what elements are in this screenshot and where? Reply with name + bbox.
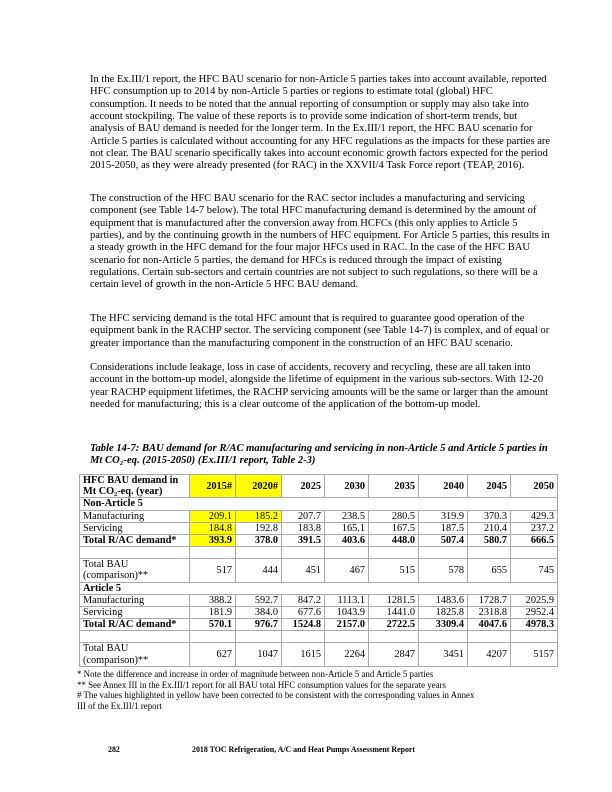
cell: 677.6 xyxy=(282,607,325,619)
row-label: Total R/AC demand* xyxy=(80,619,190,631)
cell: 467 xyxy=(325,559,369,582)
cell: 378.0 xyxy=(236,535,282,547)
cell: 237.2 xyxy=(511,522,558,534)
cell: 627 xyxy=(190,643,236,666)
cell: 451 xyxy=(282,559,325,582)
note-hash: # The values highlighted in yellow have been corrected to be consistent with the corresponding values in Annex xyxy=(77,690,475,701)
cell: 2847 xyxy=(369,643,419,666)
cell: 448.0 xyxy=(369,535,419,547)
row-label: Servicing xyxy=(80,522,190,534)
table-header-row xyxy=(80,475,558,498)
cell: 183.8 xyxy=(282,522,325,534)
header-year: 2050 xyxy=(511,475,558,498)
table-row-a5-servicing xyxy=(80,607,558,619)
header-year: 2020# xyxy=(236,475,282,498)
cell: 3451 xyxy=(419,643,468,666)
row-label: Total BAU (comparison)** xyxy=(80,559,190,582)
row-label: Total BAU (comparison)** xyxy=(80,643,190,666)
cell: 192.8 xyxy=(236,522,282,534)
table-row-non-a5-total xyxy=(80,535,558,547)
cell: 187.5 xyxy=(419,522,468,534)
cell: 209.1 xyxy=(190,510,236,522)
cell: 2157.0 xyxy=(325,619,369,631)
cell: 517 xyxy=(190,559,236,582)
cell: 280.5 xyxy=(369,510,419,522)
cell: 184.8 xyxy=(190,522,236,534)
paragraph-considerations: Considerations include leakage, loss in case of accidents, recovery and recycling, these are all taken into account in the bottom-up model, alongside the lifetime of equipment in the various sub-sectors. With 12-20 year RACHP equipment lifetimes, the RACHP servicing amounts will be the same or larger than the amount needed for manufacturing; this is a clear outcome of the application of the bottom-up model. xyxy=(90,362,549,411)
table-row-non-a5-manufacturing xyxy=(80,510,558,522)
cell: 1043.9 xyxy=(325,607,369,619)
page-number: 282 xyxy=(108,745,120,754)
cell: 578 xyxy=(419,559,468,582)
header-label: HFC BAU demand in Mt CO₂-eq. (year) xyxy=(80,475,190,498)
cell: 2264 xyxy=(325,643,369,666)
section-row-non-article5 xyxy=(80,498,558,510)
cell: 210.4 xyxy=(468,522,511,534)
header-year: 2040 xyxy=(419,475,468,498)
note-hash-continued: III of the Ex.III/1 report xyxy=(77,700,163,711)
paragraph-servicing-demand: The HFC servicing demand is the total HFC amount that is required to guarantee good operation of the equipment bank in the RACHP sector. The servicing component (see Table 14-7) is complex, and of equal or greater importance than the manufacturing component in the construction of an HFC BAU scenario. xyxy=(90,313,550,349)
cell: 2025.9 xyxy=(511,594,558,606)
cell: 3309.4 xyxy=(419,619,468,631)
bau-demand-table xyxy=(79,474,558,667)
cell: 165.1 xyxy=(325,522,369,534)
cell: 4978.3 xyxy=(511,619,558,631)
cell: 444 xyxy=(236,559,282,582)
cell: 515 xyxy=(369,559,419,582)
cell: 384.0 xyxy=(236,607,282,619)
cell: 319.9 xyxy=(419,510,468,522)
header-year: 2030 xyxy=(325,475,369,498)
cell: 1483.6 xyxy=(419,594,468,606)
cell: 370.3 xyxy=(468,510,511,522)
cell: 167.5 xyxy=(369,522,419,534)
header-year: 2045 xyxy=(468,475,511,498)
cell: 655 xyxy=(468,559,511,582)
cell: 4047.6 xyxy=(468,619,511,631)
header-year: 2015# xyxy=(190,475,236,498)
row-label: Manufacturing xyxy=(80,510,190,522)
cell: 2318.8 xyxy=(468,607,511,619)
row-label: Manufacturing xyxy=(80,594,190,606)
cell: 238.5 xyxy=(325,510,369,522)
table-row-non-a5-servicing xyxy=(80,522,558,534)
cell: 429.3 xyxy=(511,510,558,522)
note-asterisk: * Note the difference and increase in order of magnitude between non-Article 5 and Article 5 parties xyxy=(77,669,434,679)
table-row-non-a5-comparison xyxy=(80,559,558,582)
cell: 580.7 xyxy=(468,535,511,547)
cell: 1825.8 xyxy=(419,607,468,619)
cell: 185.2 xyxy=(236,510,282,522)
cell: 570.1 xyxy=(190,619,236,631)
table-spacer-row xyxy=(80,547,558,559)
table-row-a5-manufacturing xyxy=(80,594,558,606)
cell: 507.4 xyxy=(419,535,468,547)
table-row-a5-total xyxy=(80,619,558,631)
report-title: 2018 TOC Refrigeration, A/C and Heat Pumps Assessment Report xyxy=(192,745,416,754)
table-spacer-row xyxy=(80,631,558,643)
section-label: Article 5 xyxy=(80,582,558,594)
cell: 1281.5 xyxy=(369,594,419,606)
cell: 1728.7 xyxy=(468,594,511,606)
cell: 1615 xyxy=(282,643,325,666)
cell: 5157 xyxy=(511,643,558,666)
cell: 2722.5 xyxy=(369,619,419,631)
table-notes xyxy=(77,669,552,711)
cell: 391.5 xyxy=(282,535,325,547)
cell: 1524.8 xyxy=(282,619,325,631)
cell: 745 xyxy=(511,559,558,582)
header-year: 2035 xyxy=(369,475,419,498)
paragraph-construction: The construction of the HFC BAU scenario for the RAC sector includes a manufacturing and servicing component (see Table 14-7 below). The total HFC manufacturing demand is determined by the amount of equipment that is manufactured after the conversion away from HCFCs (this only applies to Article 5 parties), and by the continuing growth in the numbers of HFC equipment. For Article 5 parties, this results in a steady growth in the HFC demand for the four major HFCs used in RAC. In the case of the HFC BAU scenario for non-Article 5 parties, the demand for HFCs is reduced through the impact of existing regulations. Certain sub-sectors and certain countries are not subject to such regulations, so there will be a certain level of growth in the non-Article 5 HFC BAU demand. xyxy=(90,193,550,291)
cell: 1441.0 xyxy=(369,607,419,619)
cell: 393.9 xyxy=(190,535,236,547)
note-double-asterisk: ** See Annex III in the Ex.III/1 report for all BAU total HFC consumption values for the separate years xyxy=(77,679,446,690)
paragraph-exiii1-report: In the Ex.III/1 report, the HFC BAU scenario for non-Article 5 parties takes into account available, reported HFC consumption up to 2014 by non-Article 5 parties or regions to estimate total (global) HFC consumption. It needs to be noted that the annual reporting of consumption or supply may also take into account stockpiling. The value of these reports is to provide some indication of short-term trends, but analysis of BAU demand is needed for the longer term. In the Ex.III/1 report, the HFC BAU scenario for Article 5 parties is calculated without accounting for any HFC regulations as the impacts for these parties are not clear. The BAU scenario specifically takes into account economic growth factors expected for the period 2015-2050, as they were already presented (for RAC) in the XXVII/4 Task Force report (TEAP, 2016). xyxy=(90,74,551,172)
table-caption: Table 14-7: BAU demand for R/AC manufacturing and servicing in non-Article 5 and Article 5 parties in Mt CO₂-eq. (2015-2050) (Ex.III/1 report, Table 2-3) xyxy=(90,443,548,467)
cell: 847.2 xyxy=(282,594,325,606)
header-year: 2025 xyxy=(282,475,325,498)
cell: 2952.4 xyxy=(511,607,558,619)
cell: 181.9 xyxy=(190,607,236,619)
table-row-a5-comparison xyxy=(80,643,558,666)
row-label: Servicing xyxy=(80,607,190,619)
cell: 1113.1 xyxy=(325,594,369,606)
row-label: Total R/AC demand* xyxy=(80,535,190,547)
cell: 207.7 xyxy=(282,510,325,522)
cell: 403.6 xyxy=(325,535,369,547)
cell: 388.2 xyxy=(190,594,236,606)
cell: 666.5 xyxy=(511,535,558,547)
cell: 4207 xyxy=(468,643,511,666)
cell: 976.7 xyxy=(236,619,282,631)
section-label: Non-Article 5 xyxy=(80,498,558,510)
cell: 1047 xyxy=(236,643,282,666)
cell: 592.7 xyxy=(236,594,282,606)
section-row-article5 xyxy=(80,582,558,594)
